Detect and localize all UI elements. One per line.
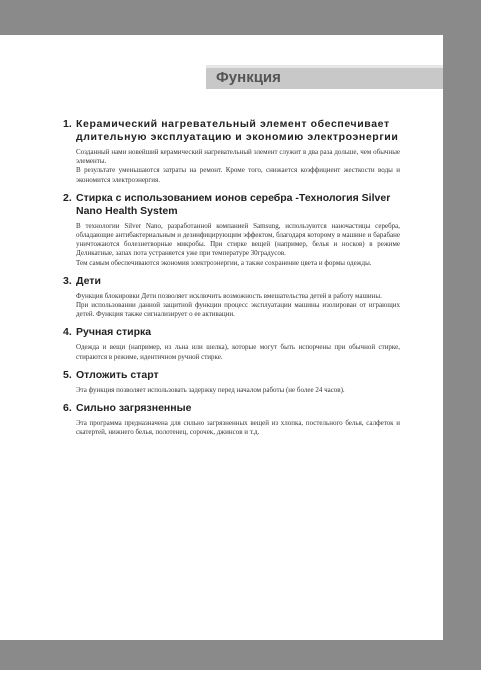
paragraph: Созданный нами новейший керамический нагревательный элемент служит в два раза дольше, чем обычные элементы. [76, 148, 400, 166]
top-border-band [0, 0, 481, 35]
section-body [76, 343, 400, 361]
page-title: Функция [216, 69, 281, 86]
paragraph: В результате уменьшаются затраты на ремонт. Кроме того, снижается коэффициент жесткости воды и экономится электроэнергия. [76, 166, 400, 184]
right-border-band [443, 0, 481, 640]
section-3 [63, 274, 400, 320]
section-title: Ручная стирка [76, 326, 152, 339]
section-number: 6. [63, 402, 72, 415]
section-number: 1. [63, 118, 72, 130]
paragraph: Эта программа предназначена для сильно загрязненных вещей из хлопка, постельного белья, салфеток и скатертей, нижнего белья, полотенец, сорочек, джинсов и т.д. [76, 419, 400, 437]
paragraph: При использовании данной защитной функции процесс эксплуатации машины изолирован от играющих детей. Функция также сигнализирует о ее активации. [76, 301, 400, 319]
section-title: Керамический нагревательный элемент обеспечивает длительную эксплуатацию и экономию электроэнергии [76, 118, 399, 143]
section-number: 3. [63, 274, 72, 287]
section-2 [63, 191, 400, 268]
section-title: Дети [76, 274, 101, 287]
section-4 [63, 326, 400, 361]
section-body [76, 292, 400, 320]
section-heading [63, 191, 400, 218]
page-title-box [206, 65, 443, 89]
paragraph: Эта функция позволяет использовать задержку перед началом работы (не более 24 часов). [76, 385, 345, 394]
section-title: Сильно загрязненные [76, 402, 192, 415]
section-number: 5. [63, 368, 72, 381]
section-title: Стирка с использованием ионов серебра -Технология Silver Nano Health System [76, 191, 391, 217]
paragraph: Функция блокировки Дети позволяет исключить возможность вмешательства детей в работу машины. [76, 291, 382, 300]
section-body [76, 222, 400, 268]
section-1 [63, 118, 400, 185]
section-heading [63, 274, 400, 288]
bottom-border-band [0, 640, 481, 670]
section-body [76, 419, 400, 437]
section-body [76, 386, 400, 395]
paragraph: Тем самым обеспечиваются экономия электроэнергии, а также сохранение цвета и формы одежды. [76, 258, 372, 267]
section-heading [63, 118, 400, 144]
section-5 [63, 368, 400, 395]
section-title: Отложить старт [76, 368, 159, 381]
section-6 [63, 402, 400, 437]
section-number: 4. [63, 326, 72, 339]
section-body [76, 148, 400, 185]
paragraph: Одежда и вещи (например, из льна или шелка), которые могут быть испорчены при обычной стирке, стираются в режиме, идентичном ручной стирке. [76, 343, 400, 361]
section-heading [63, 368, 400, 382]
section-heading [63, 326, 400, 339]
paragraph: В технологии Silver Nano, разработанной компанией Samsung, используются наночастицы серебра, обладающие антибактериальным и дезинфицирующим эффектом, благодаря которому в машине и барабане уничтожаются болезнетворные микробы. При стирке вещей (например, белья и носков) в режиме Деликатные, запах пота устраняется уже при температуре 30градусов. [76, 221, 400, 258]
content-area [63, 118, 400, 444]
section-number: 2. [63, 191, 72, 204]
title-stripe [206, 65, 443, 68]
section-heading [63, 402, 400, 415]
